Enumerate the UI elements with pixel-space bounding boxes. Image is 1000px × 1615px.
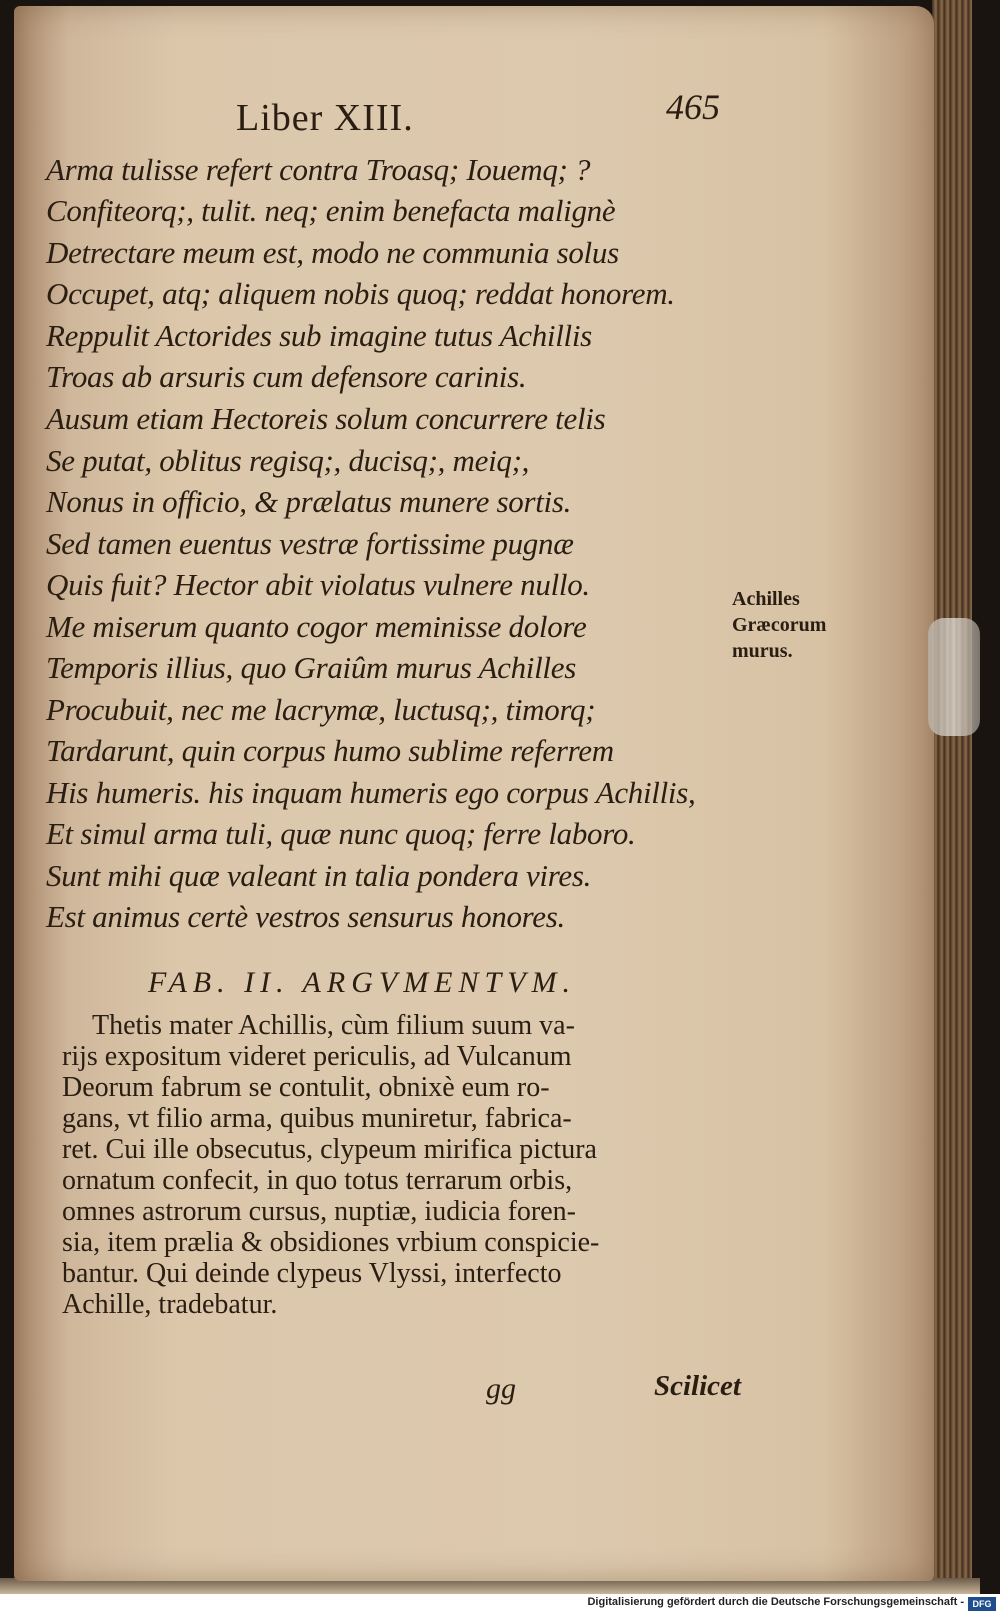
verse-line: Procubuit, nec me lacrymæ, luctusq;, timorq; [46,692,596,727]
running-header: Liber XIII. [236,97,414,139]
page-number: 465 [666,87,720,127]
book-fore-edge [932,0,972,1590]
prose-line: ret. Cui ille obsecutus, clypeum mirifica pictura [62,1134,597,1165]
credit-bar [0,1594,1000,1615]
prose-line: Thetis mater Achillis, cùm filium suum va- [92,1010,575,1041]
page-clip [928,618,980,736]
verse-line: Et simul arma tuli, quæ nunc quoq; ferre laboro. [46,816,636,851]
catchword: Scilicet [654,1370,741,1402]
prose-line: rijs expositum videret periculis, ad Vulcanum [62,1041,572,1072]
marginal-note [732,586,826,664]
prose-line: omnes astrorum cursus, nuptiæ, iudicia foren- [62,1196,577,1227]
verse-line: Se putat, oblitus regisq;, ducisq;, meiq;, [46,443,530,478]
verse-line: Nonus in officio, & prælatus munere sortis. [46,484,572,519]
verse-line: Detrectare meum est, modo ne communia solus [46,235,619,270]
verse-line: Occupet, atq; aliquem nobis quoq; reddat honorem. [46,276,675,311]
marginal-note-line: murus. [732,640,793,662]
verse-line: Sunt mihi quæ valeant in talia pondera vires. [46,858,592,893]
verse-line: Ausum etiam Hectoreis solum concurrere telis [46,401,606,436]
prose-line: sia, item prælia & obsidiones vrbium conspicie- [62,1227,600,1258]
verse-line: His humeris. his inquam humeris ego corpus Achillis, [46,775,696,810]
credit-text: Digitalisierung gefördert durch die Deutsche Forschungsgemeinschaft - [587,1596,964,1608]
prose-line: Achille, tradebatur. [62,1289,278,1320]
signature-mark: gg [486,1372,516,1405]
marginal-note-line: Græcorum [732,614,827,636]
prose-line: Deorum fabrum se contulit, obnixè eum ro- [62,1072,550,1103]
verse-line: Me miserum quanto cogor meminisse dolore [46,609,587,644]
verse-line: Sed tamen euentus vestræ fortissime pugnæ [46,526,574,561]
dfg-logo-icon: DFG [968,1597,996,1611]
verse-line: Temporis illius, quo Graiûm murus Achilles [46,650,576,685]
section-heading: FAB. II. ARGVMENTVM. [148,966,577,999]
verse-line: Reppulit Actorides sub imagine tutus Achillis [46,318,592,353]
marginal-note-line: Achilles [732,588,800,610]
verse-line: Tardarunt, quin corpus humo sublime referrem [46,733,614,768]
prose-line: bantur. Qui deinde clypeus Vlyssi, interfecto [62,1258,562,1289]
prose-line: ornatum confecit, in quo totus terrarum orbis, [62,1165,573,1196]
verse-line: Est animus certè vestros sensurus honores. [46,899,565,934]
prose-line: gans, vt filio arma, quibus muniretur, fabrica- [62,1103,572,1134]
verse-line: Arma tulisse refert contra Troasq; Iouemq; ? [46,152,591,187]
verse-line: Quis fuit? Hector abit violatus vulnere nullo. [46,567,590,602]
verse-line: Troas ab arsuris cum defensore carinis. [46,359,527,394]
verse-line: Confiteorq;, tulit. neq; enim benefacta malignè [46,193,616,228]
